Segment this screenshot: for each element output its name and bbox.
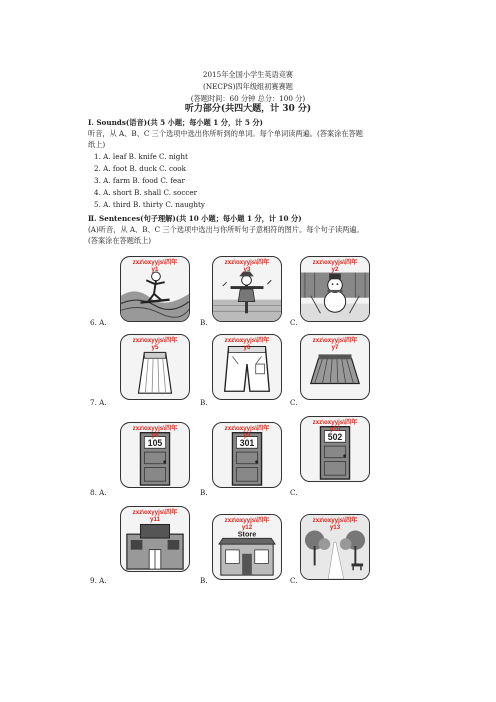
q9-c-label: C. bbox=[290, 576, 298, 585]
watermark-tag: y3 bbox=[243, 266, 251, 273]
q6-option-c-image bbox=[300, 256, 370, 322]
q8-option-c-image bbox=[300, 416, 370, 482]
q6-c-label: C. bbox=[290, 318, 298, 327]
watermark-text: zxz\oxyyjs\四年 bbox=[312, 337, 358, 344]
question-4: 4. A. short B. shall C. soccer bbox=[94, 188, 198, 197]
part2-instruction-line2: (答案涂在答题纸上) bbox=[88, 236, 152, 245]
watermark-text: zxz\oxyyjs\四年 bbox=[132, 259, 178, 266]
q6-option-b-image bbox=[212, 256, 282, 322]
watermark-tag: y6 bbox=[243, 344, 251, 351]
q7-option-b-image bbox=[212, 334, 282, 400]
watermark-text: zxz\oxyyjs\四年 bbox=[312, 517, 358, 524]
q7-option-a-image bbox=[120, 334, 190, 400]
q8-c-label: C. bbox=[290, 488, 298, 497]
part2-heading: Ⅱ. Sentences(句子理解)(共 10 小题；每小题 1 分，计 10 分) bbox=[88, 214, 302, 223]
q8-option-a-image bbox=[120, 422, 190, 488]
watermark-tag: y10 bbox=[329, 426, 341, 433]
q7-option-c-image bbox=[300, 334, 370, 400]
q6-b-label: B. bbox=[200, 318, 208, 327]
watermark-text: zxz\oxyyjs\四年 bbox=[312, 259, 358, 266]
watermark-text: zxz\oxyyjs\四年 bbox=[224, 337, 270, 344]
q8-b-label: B. bbox=[200, 488, 208, 497]
exam-subtitle: (NECPS)四年级组初赛赛题 bbox=[203, 82, 293, 91]
watermark-tag: y11 bbox=[150, 516, 160, 523]
part2-instruction-line1: (A)听音，从 A、B、C 三个选项中选出与你所听句子意相符的图片。每个句子读两遍。 bbox=[88, 225, 364, 234]
q6-number-label: 6. A. bbox=[90, 318, 107, 327]
watermark-tag: y12 bbox=[241, 524, 253, 531]
q9-option-a-image bbox=[120, 506, 190, 572]
question-2: 2. A. foot B. duck C. cook bbox=[94, 164, 186, 173]
watermark-text: zxz\oxyyjs\四年 bbox=[224, 517, 270, 524]
watermark-tag: y8 bbox=[151, 432, 159, 439]
watermark-tag: y7 bbox=[331, 344, 339, 351]
watermark-text: zxz\oxyyjs\四年 bbox=[224, 425, 270, 432]
watermark-text: zxz\oxyyjs\四年 bbox=[132, 425, 178, 432]
q7-number-label: 7. A. bbox=[90, 398, 107, 407]
part1-heading: Ⅰ. Sounds(语音)(共 5 小题；每小题 1 分，计 5 分) bbox=[88, 118, 263, 127]
question-5: 5. A. third B. thirty C. naughty bbox=[94, 200, 205, 209]
section-title: 听力部分(共四大题，计 30 分) bbox=[184, 104, 312, 114]
watermark-tag: y9 bbox=[243, 432, 251, 439]
q6-option-a-image bbox=[120, 256, 190, 322]
part1-instruction-line1: 听音，从 A、B、C 三个选项中选出你所听到的单词。每个单词读两遍。(答案涂在答题 bbox=[88, 129, 363, 138]
watermark-text: zxz\oxyyjs\四年 bbox=[132, 509, 178, 516]
watermark-tag: y5 bbox=[151, 344, 159, 351]
q8-number-label: 8. A. bbox=[90, 488, 107, 497]
q9-number-label: 9. A. bbox=[90, 576, 107, 585]
watermark-tag: y13 bbox=[329, 524, 341, 531]
exam-title: 2015年全国小学生英语竞赛 bbox=[202, 70, 294, 79]
q9-b-label: B. bbox=[200, 576, 208, 585]
q9-option-b-image bbox=[212, 514, 282, 580]
watermark-text: zxz\oxyyjs\四年 bbox=[312, 419, 358, 426]
store-sign: Store bbox=[237, 529, 257, 539]
q8-option-b-image bbox=[212, 422, 282, 488]
question-3: 3. A. farm B. food C. fear bbox=[94, 176, 185, 185]
q7-c-label: C. bbox=[290, 398, 298, 407]
q9-option-c-image bbox=[300, 514, 370, 580]
watermark-text: zxz\oxyyjs\四年 bbox=[132, 337, 178, 344]
watermark-tag: y1 bbox=[151, 266, 159, 273]
part1-instruction-line2: 纸上) bbox=[88, 140, 106, 149]
door-number: 301 bbox=[239, 437, 255, 448]
question-1: 1. A. leaf B. knife C. night bbox=[94, 152, 188, 161]
watermark-tag: y2 bbox=[331, 266, 339, 273]
q7-b-label: B. bbox=[200, 398, 208, 407]
door-number: 502 bbox=[327, 431, 343, 442]
exam-info: (答题时间：60 分钟 总分：100 分) bbox=[190, 94, 306, 103]
watermark-text: zxz\oxyyjs\四年 bbox=[224, 259, 270, 266]
door-number: 105 bbox=[147, 437, 163, 448]
